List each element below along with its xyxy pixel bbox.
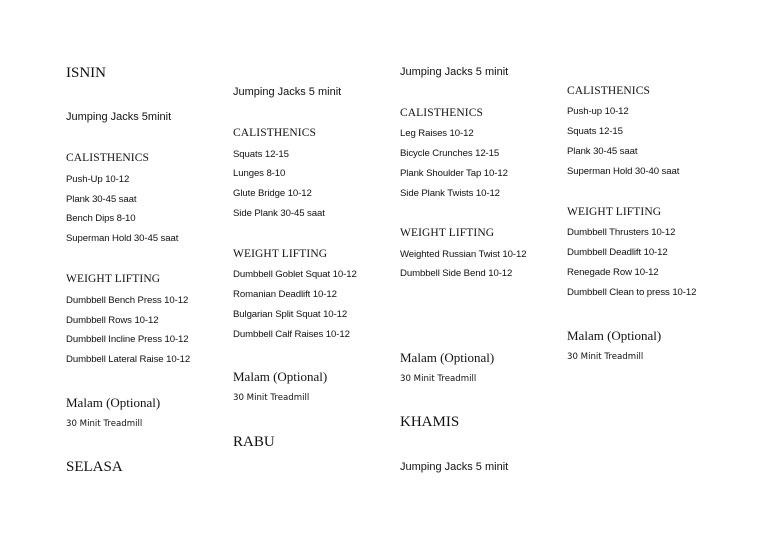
exercise-item: Bulgarian Split Squat 10-12 [233,309,348,320]
exercise-item: Dumbbell Thrusters 10-12 [567,227,676,238]
exercise-item: Dumbbell Clean to press 10-12 [567,287,697,298]
exercise-item: Side Plank 30-45 saat [233,208,325,219]
exercise-item: Plank 30-45 saat [66,194,137,205]
optional-title: Malam (Optional) [567,328,662,343]
exercise-item: Dumbbell Lateral Raise 10-12 [66,354,191,365]
exercise-item: Squats 12-15 [567,126,623,137]
exercise-item: Push-Up 10-12 [66,174,130,185]
warmup-text: Jumping Jacks 5 minit [400,66,509,78]
day-title-rabu: RABU [233,434,275,450]
exercise-item: Dumbbell Rows 10-12 [66,315,159,326]
exercise-item: Dumbbell Goblet Squat 10-12 [233,269,357,280]
exercise-item: Glute Bridge 10-12 [233,188,312,199]
day-title-khamis: KHAMIS [400,414,460,430]
optional-title: Malam (Optional) [233,369,328,384]
section-title-weight-lifting: WEIGHT LIFTING [567,206,662,218]
section-title-calisthenics: CALISTHENICS [66,152,149,164]
optional-item: 30 Minit Treadmill [567,352,644,362]
optional-item: 30 Minit Treadmill [400,374,477,384]
exercise-item: Dumbbell Calf Raises 10-12 [233,329,350,340]
section-title-calisthenics: CALISTHENICS [233,127,316,139]
section-title-weight-lifting: WEIGHT LIFTING [66,273,161,285]
exercise-item: Plank 30-45 saat [567,146,638,157]
optional-item: 30 Minit Treadmill [233,393,310,403]
exercise-item: Dumbbell Incline Press 10-12 [66,334,189,345]
section-title-weight-lifting: WEIGHT LIFTING [233,248,328,260]
exercise-item: Dumbbell Deadlift 10-12 [567,247,668,258]
warmup-text: Jumping Jacks 5 minit [400,461,509,473]
exercise-item: Dumbbell Side Bend 10-12 [400,268,513,279]
warmup-text: Jumping Jacks 5 minit [233,86,342,98]
exercise-item: Superman Hold 30-45 saat [66,233,179,244]
exercise-item: Plank Shoulder Tap 10-12 [400,168,508,179]
exercise-item: Bench Dips 8-10 [66,213,136,224]
exercise-item: Lunges 8-10 [233,168,286,179]
exercise-item: Side Plank Twists 10-12 [400,188,500,199]
exercise-item: Push-up 10-12 [567,106,629,117]
section-title-calisthenics: CALISTHENICS [400,107,483,119]
exercise-item: Leg Raises 10-12 [400,128,474,139]
day-title-selasa: SELASA [66,459,123,475]
optional-title: Malam (Optional) [400,350,495,365]
exercise-item: Bicycle Crunches 12-15 [400,148,500,159]
warmup-text: Jumping Jacks 5minit [66,111,172,123]
section-title-calisthenics: CALISTHENICS [567,85,650,97]
section-title-weight-lifting: WEIGHT LIFTING [400,227,495,239]
exercise-item: Weighted Russian Twist 10-12 [400,249,527,260]
exercise-item: Dumbbell Bench Press 10-12 [66,295,189,306]
exercise-item: Romanian Deadlift 10-12 [233,289,337,300]
exercise-item: Superman Hold 30-40 saat [567,166,680,177]
exercise-item: Squats 12-15 [233,149,289,160]
optional-title: Malam (Optional) [66,395,161,410]
exercise-item: Renegade Row 10-12 [567,267,659,278]
optional-item: 30 Minit Treadmill [66,419,143,429]
day-title-isnin: ISNIN [66,65,106,81]
